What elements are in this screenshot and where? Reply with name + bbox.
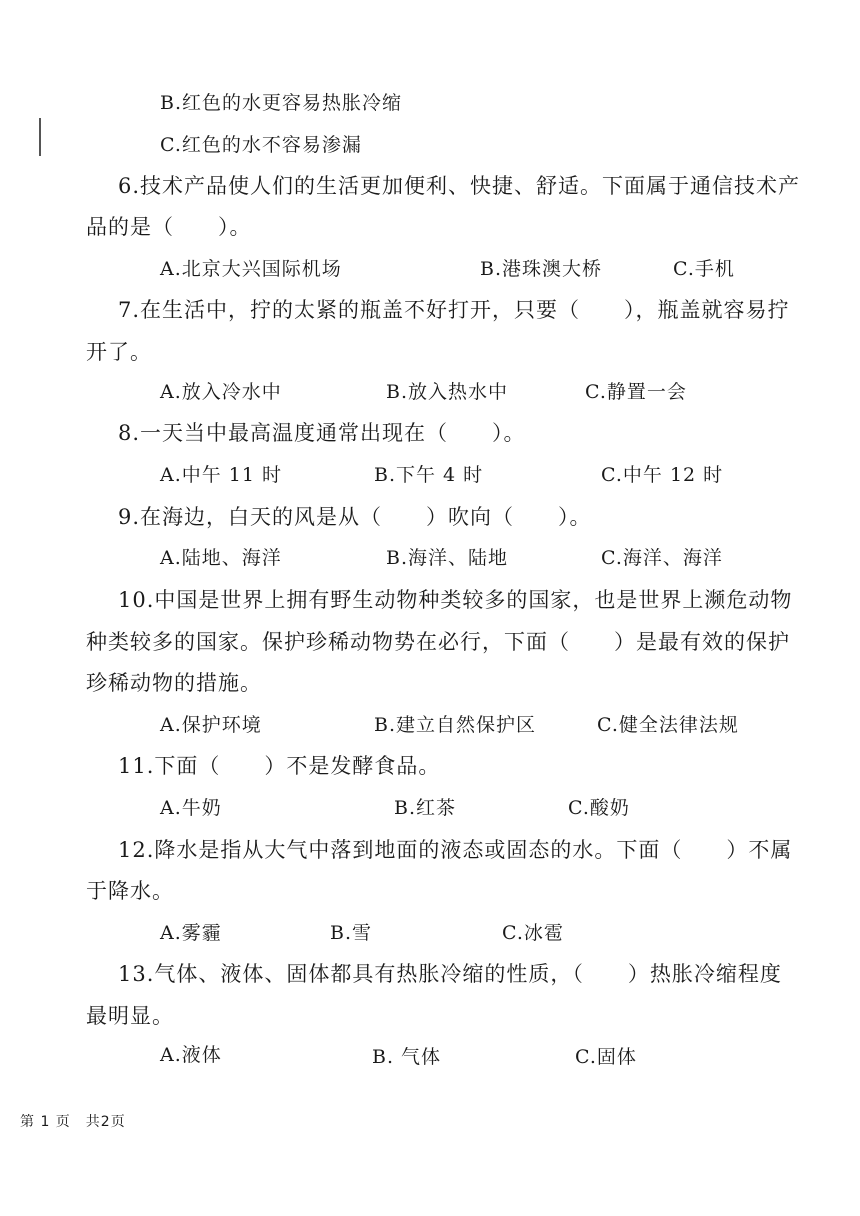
q6-text-line2: 品的是（ ）。 — [86, 215, 252, 239]
q13-text-line1: 13.气体、液体、固体都具有热胀冷缩的性质，（ ）热胀冷缩程度 — [118, 962, 782, 986]
q6-option-c: C.手机 — [673, 258, 735, 280]
margin-mark — [39, 118, 41, 156]
q10-option-a: A.保护环境 — [160, 714, 262, 736]
page-footer: 第 1 页 共2页 — [20, 1114, 126, 1130]
q13-option-c: C.固体 — [575, 1046, 637, 1068]
q6-text-line1: 6.技术产品使人们的生活更加便利、快捷、舒适。下面属于通信技术产 — [118, 174, 801, 198]
q7-text-line2: 开了。 — [86, 340, 152, 364]
q12-text-line1: 12.降水是指从大气中落到地面的液态或固态的水。下面（ ）不属 — [118, 838, 793, 862]
q7-option-a: A.放入冷水中 — [160, 381, 282, 403]
q11-option-b: B.红茶 — [394, 797, 457, 819]
q10-option-c: C.健全法律法规 — [597, 714, 739, 736]
q11-text-line1: 11.下面（ ）不是发酵食品。 — [118, 754, 441, 778]
q10-text-line3: 珍稀动物的措施。 — [86, 671, 262, 695]
q9-text-line1: 9.在海边，白天的风是从（ ）吹向（ ）。 — [118, 505, 592, 529]
q6-option-b: B.港珠澳大桥 — [480, 258, 603, 280]
q13-option-a: A.液体 — [160, 1044, 222, 1066]
q10-text-line2: 种类较多的国家。保护珍稀动物势在必行，下面（ ）是最有效的保护 — [86, 630, 790, 654]
q9-option-a: A.陆地、海洋 — [160, 547, 282, 569]
q12-option-c: C.冰雹 — [502, 922, 564, 944]
q11-option-a: A.牛奶 — [160, 797, 222, 819]
q12-option-b: B.雪 — [330, 922, 373, 944]
q9-option-c: C.海洋、海洋 — [601, 547, 723, 569]
q7-option-c: C.静置一会 — [585, 381, 687, 403]
q7-text-line1: 7.在生活中，拧的太紧的瓶盖不好打开，只要（ ），瓶盖就容易拧 — [118, 298, 790, 322]
q9-option-b: B.海洋、陆地 — [386, 547, 509, 569]
q13-option-b: B. 气体 — [372, 1046, 442, 1068]
q6-option-a: A.北京大兴国际机场 — [160, 258, 342, 280]
q8-option-b: B.下午 4 时 — [374, 464, 484, 486]
q8-option-c: C.中午 12 时 — [601, 464, 724, 486]
q10-option-b: B.建立自然保护区 — [374, 714, 537, 736]
q7-option-b: B.放入热水中 — [386, 381, 509, 403]
q5-option-b: B.红色的水更容易热胀冷缩 — [160, 92, 403, 114]
q11-option-c: C.酸奶 — [568, 797, 630, 819]
q12-text-line2: 于降水。 — [86, 879, 174, 903]
q8-option-a: A.中午 11 时 — [160, 464, 283, 486]
q8-text-line1: 8.一天当中最高温度通常出现在（ ）。 — [118, 421, 526, 445]
q13-text-line2: 最明显。 — [86, 1004, 174, 1028]
q10-text-line1: 10.中国是世界上拥有野生动物种类较多的国家，也是世界上濒危动物 — [118, 588, 793, 612]
q12-option-a: A.雾霾 — [160, 922, 222, 944]
q5-option-c: C.红色的水不容易渗漏 — [160, 134, 362, 156]
